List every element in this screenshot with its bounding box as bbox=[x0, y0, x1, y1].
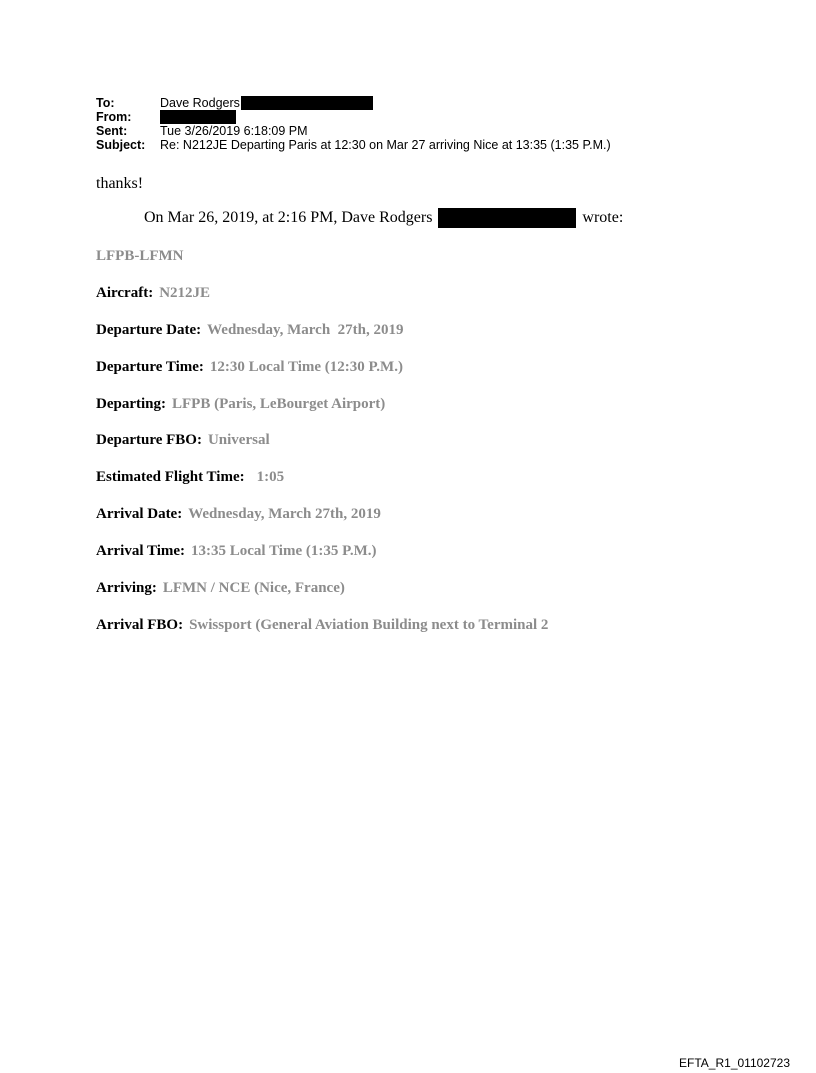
field-departure-time bbox=[96, 359, 403, 376]
redaction-block bbox=[438, 208, 576, 228]
field-value: 12:30 Local Time (12:30 P.M.) bbox=[209, 359, 403, 375]
field-departure-fbo bbox=[96, 432, 270, 449]
to-value: Dave Rodgers bbox=[160, 96, 240, 110]
field-label: Aircraft: bbox=[96, 285, 154, 301]
quote-intro-line bbox=[144, 208, 623, 228]
header-to-row bbox=[96, 96, 611, 110]
field-label: Arriving: bbox=[96, 580, 157, 596]
to-label: To: bbox=[96, 96, 115, 110]
field-arriving bbox=[96, 580, 345, 597]
sent-value: Tue 3/26/2019 6:18:09 PM bbox=[160, 124, 308, 138]
from-label: From: bbox=[96, 110, 132, 124]
redaction-block bbox=[241, 96, 373, 110]
field-value: 1:05 bbox=[256, 469, 285, 485]
field-departure-date bbox=[96, 322, 404, 339]
route-code: LFPB-LFMN bbox=[96, 248, 184, 264]
field-value: Wednesday, March 27th, 2019 bbox=[188, 506, 381, 522]
field-value: Swissport (General Aviation Building next to Terminal 2 bbox=[189, 617, 549, 633]
subject-value: Re: N212JE Departing Paris at 12:30 on Mar 27 arriving Nice at 13:35 (1:35 P.M.) bbox=[160, 138, 611, 152]
email-header bbox=[96, 96, 611, 152]
field-value: 13:35 Local Time (1:35 P.M.) bbox=[191, 543, 377, 559]
field-label: Arrival Time: bbox=[96, 543, 186, 559]
header-from-row bbox=[96, 110, 611, 124]
field-value: LFPB (Paris, LeBourget Airport) bbox=[172, 396, 386, 412]
field-estimated-flight-time bbox=[96, 469, 284, 486]
quote-suffix: wrote: bbox=[582, 209, 624, 226]
field-label: Departing: bbox=[96, 396, 166, 412]
header-sent-row bbox=[96, 124, 611, 138]
quote-intro: On Mar 26, 2019, at 2:16 PM, Dave Rodgers bbox=[144, 209, 433, 226]
reply-text: thanks! bbox=[96, 175, 144, 192]
field-value: Universal bbox=[207, 432, 270, 448]
field-label: Arrival Date: bbox=[96, 506, 183, 522]
sent-label: Sent: bbox=[96, 124, 128, 138]
field-label: Estimated Flight Time: bbox=[96, 469, 245, 485]
field-arrival-fbo bbox=[96, 617, 548, 634]
field-label: Departure FBO: bbox=[96, 432, 202, 448]
field-departing bbox=[96, 396, 385, 413]
field-arrival-time bbox=[96, 543, 377, 560]
field-value: LFMN / NCE (Nice, France) bbox=[162, 580, 345, 596]
subject-label: Subject: bbox=[96, 138, 146, 152]
document-id: EFTA_R1_01102723 bbox=[679, 1056, 790, 1070]
redaction-block bbox=[160, 110, 236, 124]
field-value: Wednesday, March 27th, 2019 bbox=[207, 322, 404, 338]
header-subject-row bbox=[96, 138, 611, 152]
field-label: Departure Time: bbox=[96, 359, 204, 375]
field-label: Departure Date: bbox=[96, 322, 202, 338]
field-aircraft bbox=[96, 285, 210, 302]
field-label: Arrival FBO: bbox=[96, 617, 184, 633]
field-value: N212JE bbox=[159, 285, 211, 301]
field-arrival-date bbox=[96, 506, 381, 523]
